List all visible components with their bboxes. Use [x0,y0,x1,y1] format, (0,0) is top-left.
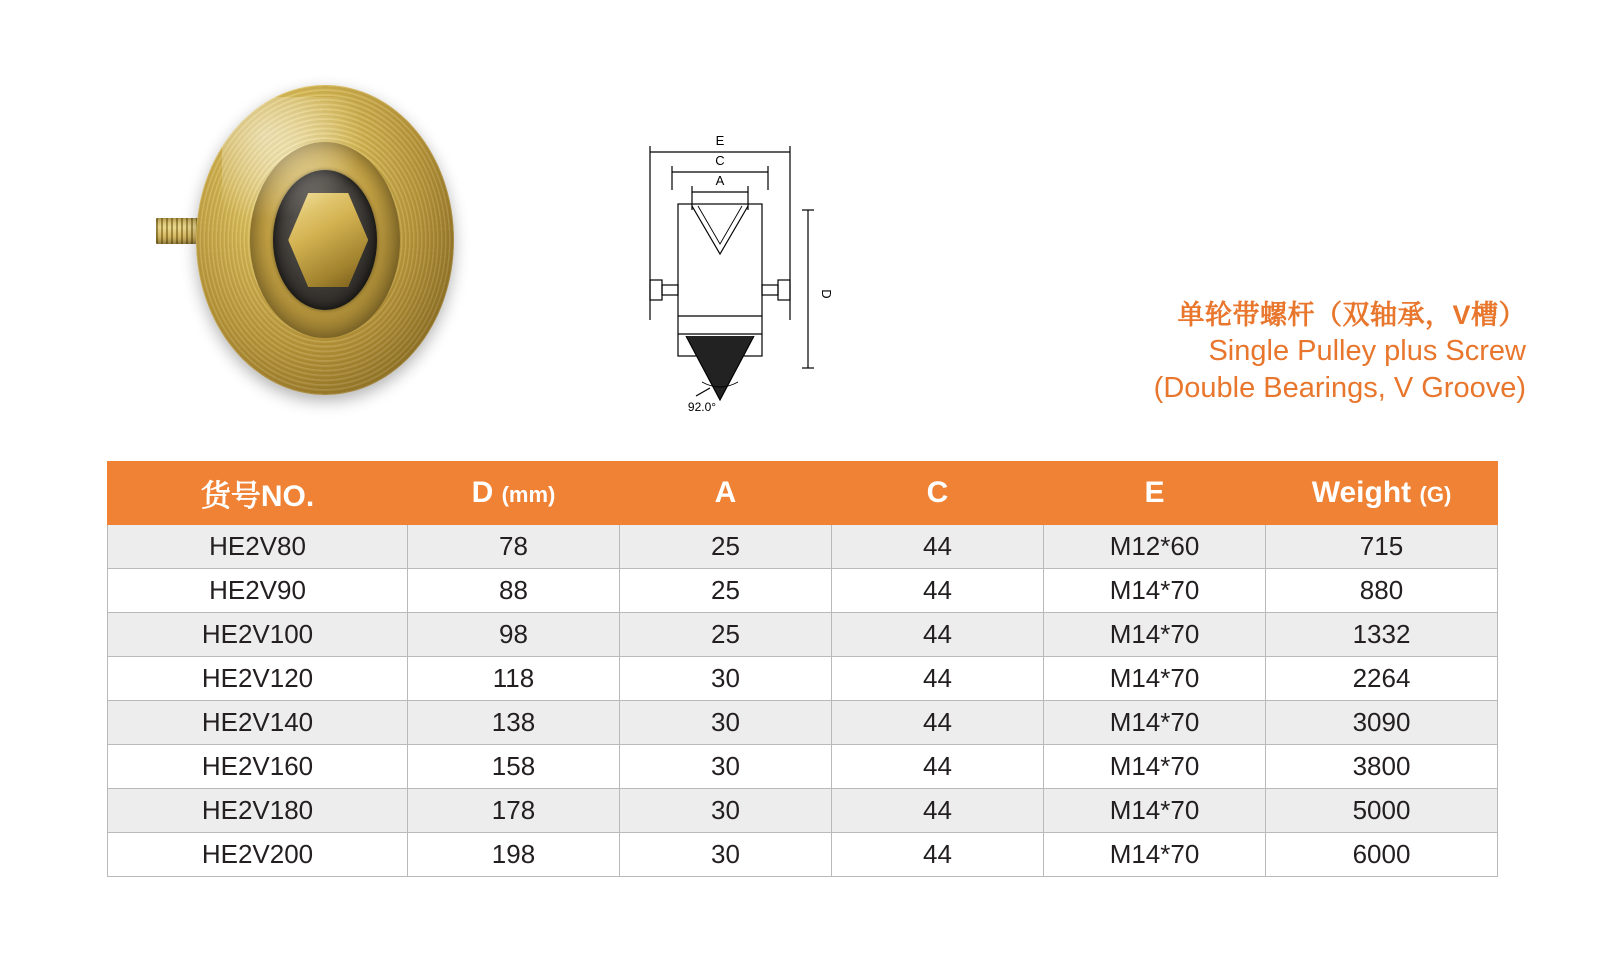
product-title-en-line2: (Double Bearings, V Groove) [1153,371,1526,404]
cell-d: 98 [408,613,620,657]
cell-no: HE2V160 [108,745,408,789]
cell-a: 30 [620,701,832,745]
cell-e: M14*70 [1044,745,1266,789]
dim-label-c: C [715,153,725,168]
cell-a: 25 [620,525,832,569]
table-row [108,613,1498,657]
cell-e: M14*70 [1044,833,1266,877]
cell-d: 158 [408,745,620,789]
cell-no: HE2V90 [108,569,408,613]
cell-no: HE2V120 [108,657,408,701]
cell-c: 44 [832,613,1044,657]
cell-d: 198 [408,833,620,877]
drawing-svg [640,120,870,430]
table-row [108,789,1498,833]
cell-d: 88 [408,569,620,613]
table-row [108,657,1498,701]
table-body [108,525,1498,877]
table-row [108,525,1498,569]
column-header-weight [1266,462,1498,525]
cell-d: 118 [408,657,620,701]
cell-c: 44 [832,833,1044,877]
product-title-cn: 单轮带螺杆（双轴承，V槽） [1177,300,1526,330]
cell-d: 138 [408,701,620,745]
column-header-c-label: C [926,476,949,509]
cell-no: HE2V180 [108,789,408,833]
column-header-no [108,462,408,525]
column-header-a-label: A [714,476,737,509]
specification-table [107,461,1498,877]
cell-a: 25 [620,613,832,657]
table-header [108,462,1498,525]
cell-d: 178 [408,789,620,833]
pulley-wheel [196,85,454,395]
cell-weight: 5000 [1266,789,1498,833]
cell-c: 44 [832,569,1044,613]
cell-c: 44 [832,789,1044,833]
column-header-e [1044,462,1266,525]
column-header-c [832,462,1044,525]
cell-a: 30 [620,745,832,789]
cell-e: M12*60 [1044,525,1266,569]
header-row [108,462,1498,525]
column-header-a [620,462,832,525]
column-header-weight-unit: (G) [1419,482,1452,507]
technical-drawing [640,120,870,430]
column-header-d-unit: (mm) [501,482,556,507]
cell-no: HE2V200 [108,833,408,877]
column-header-d-label: D [471,476,494,509]
column-header-no-label: 货号NO. [200,480,315,513]
cell-weight: 2264 [1266,657,1498,701]
cell-e: M14*70 [1044,789,1266,833]
cell-c: 44 [832,525,1044,569]
cell-a: 30 [620,789,832,833]
cell-weight: 6000 [1266,833,1498,877]
table-row [108,701,1498,745]
cell-c: 44 [832,701,1044,745]
cell-weight: 715 [1266,525,1498,569]
product-photo [150,85,430,395]
dim-label-angle: 92.0° [687,400,717,414]
column-header-e-label: E [1144,476,1165,509]
column-header-weight-label: Weight [1311,476,1412,509]
dim-label-a: A [715,173,725,188]
cell-a: 30 [620,833,832,877]
product-title-en-line1: Single Pulley plus Screw [1208,334,1526,367]
table-row [108,833,1498,877]
cell-no: HE2V140 [108,701,408,745]
dim-label-e: E [715,133,725,148]
cell-e: M14*70 [1044,657,1266,701]
product-title-block [1154,298,1526,407]
cell-a: 25 [620,569,832,613]
cell-weight: 1332 [1266,613,1498,657]
column-header-d [408,462,620,525]
cell-weight: 3090 [1266,701,1498,745]
table-row [108,569,1498,613]
cell-weight: 3800 [1266,745,1498,789]
table-row [108,745,1498,789]
cell-e: M14*70 [1044,613,1266,657]
cell-e: M14*70 [1044,569,1266,613]
cell-no: HE2V80 [108,525,408,569]
cell-e: M14*70 [1044,701,1266,745]
cell-d: 78 [408,525,620,569]
dim-label-d: D [819,289,834,299]
cell-no: HE2V100 [108,613,408,657]
cell-a: 30 [620,657,832,701]
cell-c: 44 [832,657,1044,701]
product-illustration-area [0,0,1600,455]
cell-weight: 880 [1266,569,1498,613]
cell-c: 44 [832,745,1044,789]
